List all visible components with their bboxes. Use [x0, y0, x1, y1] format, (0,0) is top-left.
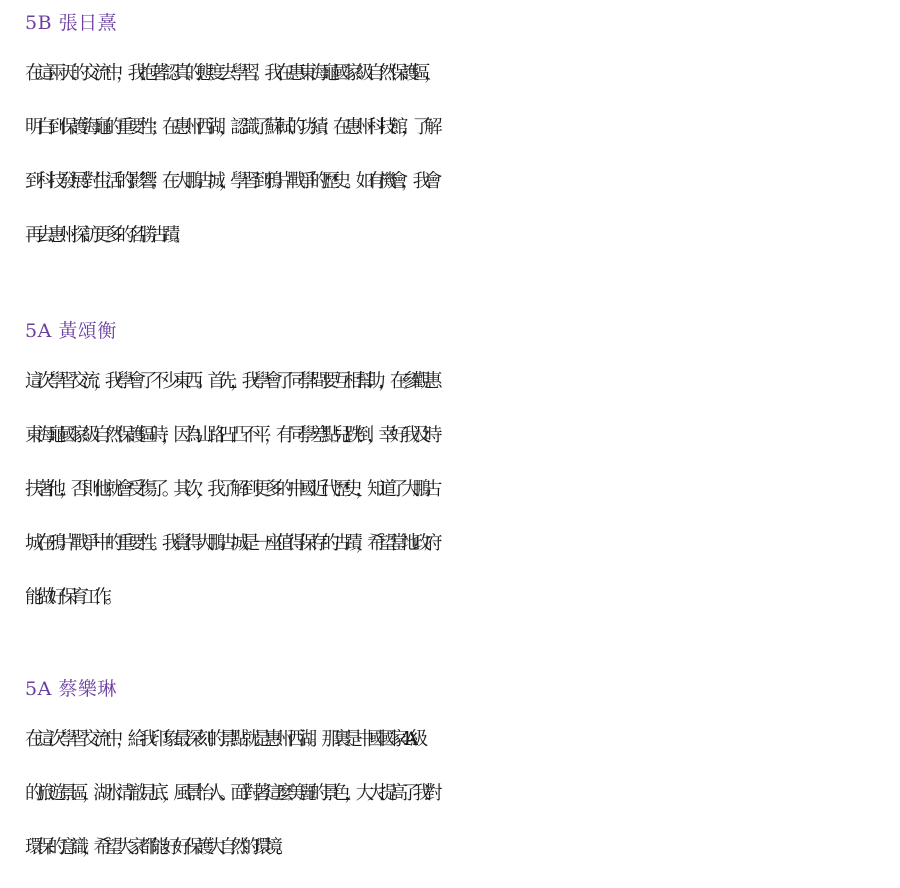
text-line: 到科技發展對生活的影響；在大鵬古城，學習到鴉片戰爭的歷史。如有機會，我會: [25, 171, 436, 192]
text-line: 扶著他，否則他就會受傷了。其次，我了解到更多的中國近代歷史，知道了大鵬古: [25, 479, 436, 500]
student-entry: [25, 8, 885, 276]
text-line: 這次學習交流，我學會了不少東西。首先，我學會了同學間要互相幫助，在參觀惠: [25, 371, 436, 392]
text-line: 再去惠州探訪更多的名勝古蹟。: [25, 225, 185, 246]
text-line: 在這次學習交流中，給我印象最深刻的景點就是惠州西湖。那裏是中國國家 4A 級: [25, 729, 422, 750]
text-line: 明白到保護海龜的重要性；在惠州西湖，認識了蘇軾的功績；在惠州科技館，了解: [25, 117, 436, 138]
text-line: 的旅遊景區，湖水清澈見底，風景怡人。面對著這麼美麗的景色，大大提高了我對: [25, 783, 436, 804]
student-name: 5A 黃頌衡: [25, 320, 117, 342]
text-line: 能做好保育工作。: [25, 587, 117, 608]
student-name: 5B 張日熹: [25, 12, 118, 34]
student-name: 5A 蔡樂琳: [25, 678, 117, 700]
student-entry: [25, 316, 885, 638]
entry-text: [25, 368, 885, 611]
text-line: 在這兩天的交流中，我抱著認真的態度去學習。我在惠東海龜國家級自然保護區，: [25, 63, 436, 84]
entry-text: [25, 60, 885, 249]
text-line: 東海龜國家級自然保護區時，因為山路凹凸不平，有同學差點兒跌倒，幸好我及時: [25, 425, 436, 446]
student-entry: [25, 674, 885, 888]
text-line: 環保的意識，希望大家都能好好保護大自然的環境。: [25, 837, 288, 858]
entry-text: [25, 726, 885, 861]
text-line: 城在鴉片戰爭中的重要性。我覺得大鵬古城是一座值得保存的古蹟，希望當地政府: [25, 533, 436, 554]
